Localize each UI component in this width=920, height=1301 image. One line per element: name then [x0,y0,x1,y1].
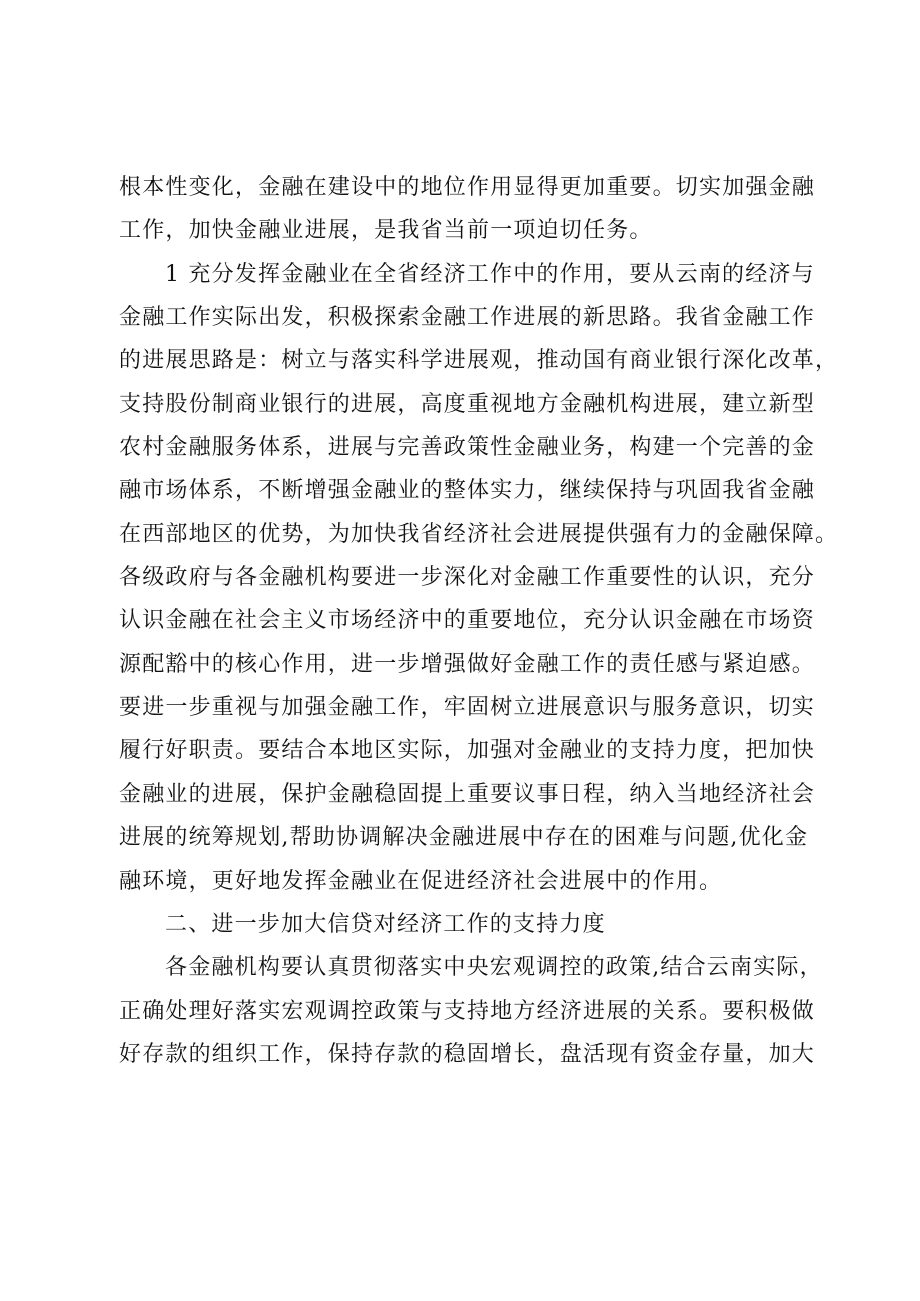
text-line-2: 工作，加快金融业进展，是我省当前一项迫切任务。 [119,218,653,244]
text-line-1: 根本性变化，金融在建设中的地位作用显得更加重要。切实加强金融 [119,175,816,200]
text-line-21: 好存款的组织工作，保持存款的稳固增长，盘活现有资金存量，加大 [119,1041,816,1067]
text-line-3: 1 充分发挥金融业在全省经济工作中的作用，要从云南的经济与 [165,261,815,287]
text-line-16: 进展的统筹规划,帮助协调解决金融进展中存在的困难与问题,优化金 [119,825,809,851]
text-line-12: 源配豁中的核心作用，进一步增强做好金融工作的责任感与紧迫感。 [119,651,816,677]
section-heading: 二、进一步加大信贷对经济工作的支持力度 [165,911,606,937]
text-line-17: 融环境，更好地发挥金融业在促进经济社会进展中的作用。 [119,868,723,894]
text-line-14: 履行好职责。要结合本地区实际，加强对金融业的支持力度，把加快 [119,738,816,764]
text-line-4: 金融工作实际出发，积极探索金融工作进展的新思路。我省金融工作 [119,305,816,331]
text-line-11: 认识金融在社会主义市场经济中的重要地位，充分认识金融在市场资 [119,608,816,634]
text-line-9: 在西部地区的优势，为加快我省经济社会进展提供强有力的金融保障。 [119,521,839,547]
text-line-13: 要进一步重视与加强金融工作，牢固树立进展意识与服务意识，切实 [119,695,816,721]
body-text [119,166,839,1076]
text-line-6: 支持股份制商业银行的进展，高度重视地方金融机构进展，建立新型 [119,391,816,417]
text-line-5: 的进展思路是：树立与落实科学进展观，推动国有商业银行深化改革， [119,348,839,374]
text-line-8: 融市场体系，不断增强金融业的整体实力，继续保持与巩固我省金融 [119,478,816,504]
text-line-15: 金融业的进展，保护金融稳固提上重要议事日程，纳入当地经济社会 [119,781,816,807]
text-line-10: 各级政府与各金融机构要进一步深化对金融工作重要性的认识，充分 [119,565,816,591]
text-line-20: 正确处理好落实宏观调控政策与支持地方经济进展的关系。要积极做 [119,998,816,1024]
text-line-7: 农村金融服务体系，进展与完善政策性金融业务，构建一个完善的金 [119,435,816,461]
text-line-19: 各金融机构要认真贯彻落实中央宏观调控的政策,结合云南实际， [165,955,823,981]
